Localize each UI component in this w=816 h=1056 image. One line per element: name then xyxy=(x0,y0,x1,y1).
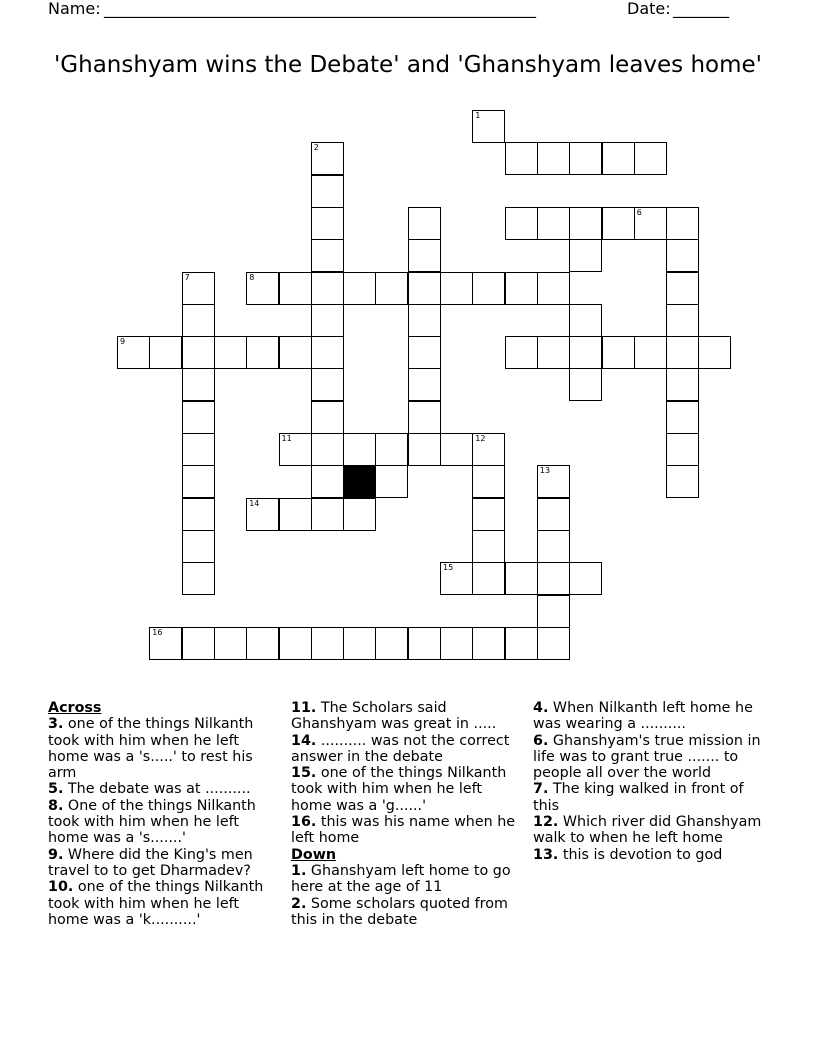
cell-number: 7 xyxy=(184,272,190,282)
cell-number: 13 xyxy=(539,466,551,476)
grid-cell[interactable] xyxy=(311,433,344,466)
grid-cell[interactable] xyxy=(182,304,215,337)
grid-cell[interactable] xyxy=(408,627,441,660)
grid-cell[interactable] xyxy=(666,368,699,401)
grid-cell[interactable] xyxy=(343,498,376,531)
grid-cell[interactable] xyxy=(246,498,279,531)
clue-down-2: 2. Some scholars quoted from this in the debate xyxy=(291,895,508,928)
cell-number: 11 xyxy=(281,434,292,443)
grid-cell[interactable] xyxy=(440,433,473,466)
grid-cell[interactable] xyxy=(634,207,667,240)
grid-cell[interactable] xyxy=(408,336,441,369)
grid-cell[interactable] xyxy=(666,207,699,240)
grid-cell[interactable] xyxy=(698,336,731,369)
clue-across-10: 10. one of the things Nilkanth took with him when he left home was a 'k..........' xyxy=(48,879,264,928)
grid-cell[interactable] xyxy=(505,627,538,660)
grid-cell[interactable] xyxy=(408,304,441,337)
cell-number: 2 xyxy=(313,143,319,153)
grid-cell[interactable] xyxy=(537,530,570,563)
grid-cell[interactable] xyxy=(311,175,344,208)
grid-cell[interactable] xyxy=(279,433,312,466)
clue-down-1: 1. Ghanshyam left home to go here at the age of 11 xyxy=(291,862,511,896)
grid-cell[interactable] xyxy=(537,498,570,531)
grid-cell[interactable] xyxy=(569,304,602,337)
clue-across-11: 11. The Scholars said Ghanshyam was great in ..... xyxy=(291,700,497,733)
grid-cell[interactable] xyxy=(602,207,635,240)
grid-cell[interactable] xyxy=(311,304,344,337)
black-cell xyxy=(343,465,376,498)
grid-cell[interactable] xyxy=(505,562,538,595)
cell-number: 15 xyxy=(443,563,454,573)
grid-cell[interactable] xyxy=(311,272,344,305)
grid-cell[interactable] xyxy=(343,627,376,660)
grid-cell[interactable] xyxy=(375,627,408,660)
name-line[interactable]: ______________________________________________________ xyxy=(104,0,536,18)
clue-across-16: 16. this was his name when he left home xyxy=(291,814,516,847)
grid-cell[interactable] xyxy=(182,336,215,369)
grid-cell[interactable] xyxy=(569,336,602,369)
grid-cell[interactable] xyxy=(666,401,699,434)
grid-cell[interactable] xyxy=(182,401,215,434)
grid-cell[interactable] xyxy=(440,627,473,660)
grid-cell[interactable] xyxy=(472,530,505,563)
grid-cell[interactable] xyxy=(537,465,570,498)
grid-cell[interactable] xyxy=(569,368,602,401)
grid-cell[interactable] xyxy=(311,336,344,369)
clue-down-7: 7. The king walked in front of this xyxy=(533,781,744,814)
grid-cell[interactable] xyxy=(408,207,441,240)
grid-cell[interactable] xyxy=(505,142,538,175)
grid-cell[interactable] xyxy=(182,530,215,563)
grid-cell[interactable] xyxy=(634,336,667,369)
cell-number: 12 xyxy=(475,434,486,443)
grid-cell[interactable] xyxy=(182,465,215,498)
grid-cell[interactable] xyxy=(505,272,538,305)
cell-number: 6 xyxy=(636,207,642,217)
grid-cell[interactable] xyxy=(505,336,538,369)
grid-cell[interactable] xyxy=(472,498,505,531)
grid-cell[interactable] xyxy=(246,627,279,660)
cell-number: 16 xyxy=(152,627,163,637)
grid-cell[interactable] xyxy=(117,336,150,369)
grid-cell[interactable] xyxy=(408,239,441,272)
grid-cell[interactable] xyxy=(182,272,215,305)
clue-column-1 xyxy=(48,700,284,928)
grid-cell[interactable] xyxy=(537,207,570,240)
grid-cell[interactable] xyxy=(666,336,699,369)
grid-cell[interactable] xyxy=(343,272,376,305)
clue-across-9: 9. Where did the King's men travel to to get Dharmadev? xyxy=(48,846,253,879)
grid-cell[interactable] xyxy=(149,627,182,660)
grid-cell[interactable] xyxy=(311,401,344,434)
grid-cell[interactable] xyxy=(472,465,505,498)
cell-number: 1 xyxy=(475,111,481,120)
grid-cell[interactable] xyxy=(279,498,312,531)
grid-cell[interactable] xyxy=(408,272,441,305)
grid-cell[interactable] xyxy=(505,207,538,240)
grid-cell[interactable] xyxy=(149,336,182,369)
grid-cell[interactable] xyxy=(311,368,344,401)
grid-cell[interactable] xyxy=(182,627,215,660)
grid-cell[interactable] xyxy=(246,336,279,369)
grid-cell[interactable] xyxy=(440,272,473,305)
clue-across-14: 14. .......... was not the correct answer in the debate xyxy=(291,732,510,765)
cell-number: 9 xyxy=(120,337,126,347)
grid-cell[interactable] xyxy=(569,562,602,595)
grid-cell[interactable] xyxy=(666,465,699,498)
grid-cell[interactable] xyxy=(472,562,505,595)
grid-cell[interactable] xyxy=(666,433,699,466)
grid-cell[interactable] xyxy=(343,433,376,466)
clue-across-3: 3. one of the things Nilkanth took with him when he left home was a 's.....' to rest his arm xyxy=(48,716,254,782)
grid-cell[interactable] xyxy=(537,627,570,660)
grid-cell[interactable] xyxy=(569,239,602,272)
clue-across-5: 5. The debate was at .......... xyxy=(48,781,251,798)
grid-cell[interactable] xyxy=(375,465,408,498)
grid-cell[interactable] xyxy=(279,272,312,305)
grid-cell[interactable] xyxy=(311,239,344,272)
grid-cell[interactable] xyxy=(537,595,570,628)
grid-cell[interactable] xyxy=(472,272,505,305)
grid-cell[interactable] xyxy=(311,142,344,175)
date-label: Date: xyxy=(627,0,671,18)
cell-number: 8 xyxy=(249,272,255,282)
grid-cell[interactable] xyxy=(408,401,441,434)
clue-down-12: 12. Which river did Ghanshyam walk to when he left home xyxy=(533,814,762,847)
grid-cell[interactable] xyxy=(537,272,570,305)
grid-cell[interactable] xyxy=(666,304,699,337)
grid-cell[interactable] xyxy=(375,433,408,466)
clue-down-6: 6. Ghanshyam's true mission in life was to grant true ....... to people all over the world xyxy=(533,732,761,782)
grid-cell[interactable] xyxy=(440,562,473,595)
grid-cell[interactable] xyxy=(602,336,635,369)
grid-cell[interactable] xyxy=(472,110,505,143)
name-label: Name: xyxy=(48,0,101,18)
grid-cell[interactable] xyxy=(311,498,344,531)
grid-cell[interactable] xyxy=(182,562,215,595)
cell-number: 14 xyxy=(249,498,260,508)
grid-cell[interactable] xyxy=(311,465,344,498)
page-title: 'Ghanshyam wins the Debate' and 'Ghanshyam leaves home' xyxy=(53,52,763,78)
grid-cell[interactable] xyxy=(214,627,247,660)
grid-cell[interactable] xyxy=(537,336,570,369)
grid-cell[interactable] xyxy=(666,239,699,272)
grid-cell[interactable] xyxy=(634,142,667,175)
date-line[interactable]: _______ xyxy=(673,0,729,18)
grid-cell[interactable] xyxy=(537,562,570,595)
grid-cell[interactable] xyxy=(408,368,441,401)
clue-column-3 xyxy=(533,700,769,863)
grid-cell[interactable] xyxy=(375,272,408,305)
grid-cell[interactable] xyxy=(472,627,505,660)
grid-cell[interactable] xyxy=(569,207,602,240)
grid-cell[interactable] xyxy=(279,627,312,660)
grid-cell[interactable] xyxy=(311,207,344,240)
across-heading: Across xyxy=(48,700,102,716)
grid-cell[interactable] xyxy=(602,142,635,175)
grid-cell[interactable] xyxy=(311,627,344,660)
grid-cell[interactable] xyxy=(246,272,279,305)
grid-cell[interactable] xyxy=(214,336,247,369)
clue-down-13: 13. this is devotion to god xyxy=(533,846,723,863)
grid-cell[interactable] xyxy=(569,142,602,175)
grid-cell[interactable] xyxy=(472,433,505,466)
grid-cell[interactable] xyxy=(182,498,215,531)
clue-across-8: 8. One of the things Nilkanth took with him when he left home was a 's.......' xyxy=(48,797,256,847)
grid-cell[interactable] xyxy=(666,272,699,305)
grid-cell[interactable] xyxy=(537,142,570,175)
grid-cell[interactable] xyxy=(279,336,312,369)
clue-column-2 xyxy=(291,700,527,928)
down-heading: Down xyxy=(291,846,337,863)
grid-cell[interactable] xyxy=(408,433,441,466)
clue-across-15: 15. one of the things Nilkanth took with him when he left home was a 'g......' xyxy=(291,765,507,814)
grid-cell[interactable] xyxy=(182,368,215,401)
grid-cell[interactable] xyxy=(182,433,215,466)
clue-down-4: 4. When Nilkanth left home he was wearing a .......... xyxy=(533,700,753,733)
